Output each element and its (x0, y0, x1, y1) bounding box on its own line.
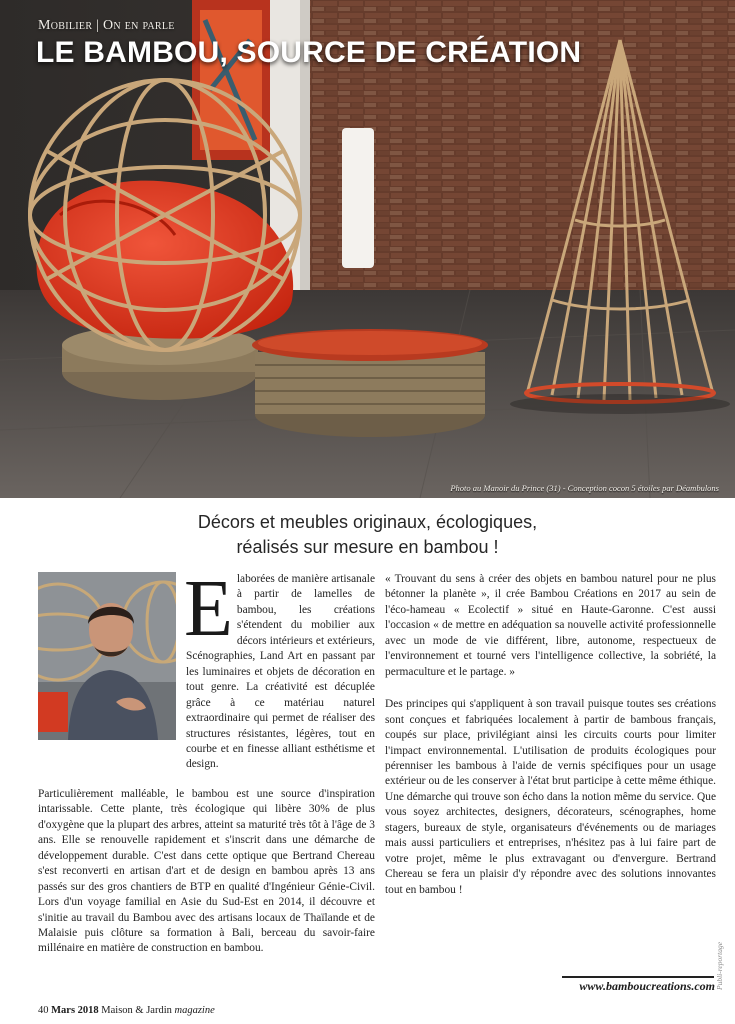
kicker-separator: | (92, 18, 103, 33)
hero-photo (0, 0, 735, 498)
page-footer (38, 1005, 215, 1016)
hero-illustration (0, 0, 735, 498)
left-column (38, 565, 375, 957)
website-link[interactable]: www.bamboucreations.com (579, 979, 715, 993)
intro-block (38, 565, 375, 773)
intro-text: laborées de manière artisanale à partir de lamelles de bambou, les créations s'étendent du mobilier aux décors intérieurs et extérieurs, Scénographies, Land Art en passant par les luminaires et objets de décoration en tout genre. La créativité est décuplée grâce à ce matériau naturel extraordinaire qui permet de réaliser des structures résistantes, légères, tout en courbe et en finesse alliant esthétisme et design. (186, 573, 375, 771)
article-title: LE BAMBOU, SOURCE DE CRÉATION (36, 36, 582, 69)
right-column (385, 572, 716, 898)
subtitle-line-1: Décors et meubles originaux, écologiques, (197, 512, 538, 532)
publi-reportage-tag: Publi-reportage (715, 941, 724, 990)
drop-cap: E (184, 565, 233, 653)
intro-paragraph (38, 565, 375, 773)
body-paragraph-2: Particulièrement malléable, le bambou est une source d'inspiration intarissable. Cette plante, très écologique qui libère 30% de plus d'oxygène que la plupart des arbres, atteint sa maturité très tôt à l'âge de 3 ans. Elle se renouvelle rapidement et s'inscrit dans une démarche de développement durable. C'est dans cette optique que Bertrand Chereau s'est reconverti en artisan d'art et de design en bambou après 13 ans passés sur des gros chantiers de BTP en qualité d'Ingénieur Génie-Civil. Lors d'un voyage familial en Asie du Sud-Est en 2014, il découvre et s'initie au travail du Bambou avec des artisans locaux de Thaïlande et de Malaisie puis clôture sa formation à Bali, berceau du savoir-faire millénaire en matière de construction en bambou. (38, 787, 375, 955)
magazine-suffix: magazine (174, 1005, 215, 1016)
kicker-topic: On en parle (103, 18, 175, 33)
section-kicker (38, 18, 175, 34)
kicker-section: Mobilier (38, 18, 93, 33)
magazine-name: Maison & Jardin (101, 1005, 172, 1016)
subtitle-line-2: réalisés sur mesure en bambou ! (236, 537, 499, 557)
body-paragraph-4: Des principes qui s'appliquent à son travail puisque toutes ses créations sont conçues et fabriquées localement à partir de bambous français, coupés sur place, privilégiant ainsi les circuits courts pour limiter l'impact environnemental. L'utilisation de produits écologiques pour pérenniser les bambous à l'aide de vernis spécifiques pour un usage extérieur ou de les conserver à l'état brut participe à cette même éthique. Une démarche qui trouve son écho dans la notion même du service. Que vous soyez architectes, designers, décorateurs, scénographes, home stagers, bureaux de style, organisateurs d'événements ou de mariages mais aussi particuliers et entreprises, n'hésitez pas à lui faire part de votre projet, même le plus extravagant ou d'envergure. Bertrand Chereau se fera un plaisir d'y répondre avec des solutions innovantes tout en bambou ! (385, 698, 716, 896)
page-number: 40 (38, 1005, 49, 1016)
footer-rule (562, 976, 714, 978)
photo-credit: Photo au Manoir du Prince (31) - Conception cocon 5 étoiles par Déambulons (450, 483, 719, 493)
article-subtitle (0, 510, 735, 560)
quote-paragraph: « Trouvant du sens à créer des objets en bambou naturel pour ne plus bétonner la planète », il crée Bambou Créations en 2017 au sein de l'éco-hameau « Ecolectif » situé en Haute-Garonne. C'est aussi l'occasion « de mettre en adéquation sa nouvelle activité professionnelle avec un mode de vie différent, libre, autonome, respectueux de l'environnement et tourné vers l'intelligence collective, la sobriété, la permaculture et le partage. » (385, 573, 716, 678)
issue-date: Mars 2018 (51, 1005, 99, 1016)
